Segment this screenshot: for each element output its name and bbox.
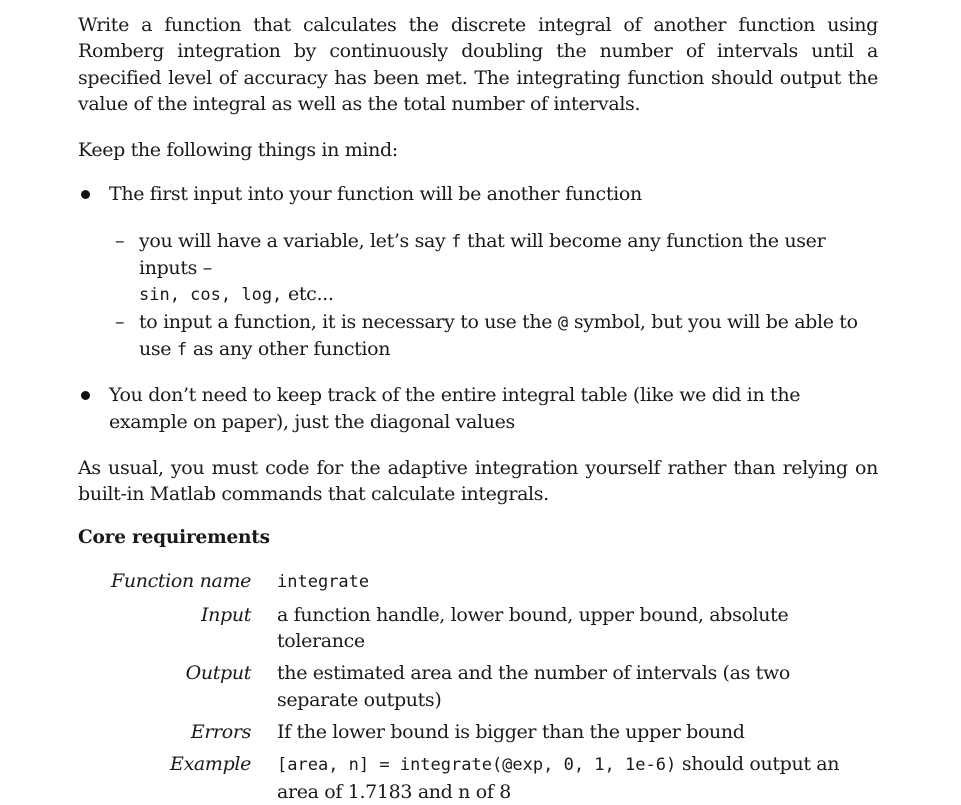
req-label: Errors (190, 720, 252, 743)
code-funcs: sin, cos, log, (139, 285, 283, 306)
req-row-input (111, 602, 867, 661)
bullet-item-diagonal (78, 382, 878, 435)
main-bullet-list (78, 181, 878, 434)
sub-item-text-pre: you will have a variable, let’s say (139, 229, 452, 252)
bullet-text: You don’t need to keep track of the entire integral table (like we did in the example on paper), just the diagonal values (109, 384, 801, 433)
req-function-name-value: integrate (277, 572, 370, 593)
usual-paragraph: As usual, you must code for the adaptive integration yourself rather than relying on built-in Matlab commands that calculate integrals. (78, 456, 878, 506)
sub-bullet-list (109, 228, 878, 363)
sub-item-text-post: that will become any function the user inputs – (139, 229, 826, 280)
bullet-icon (81, 190, 90, 199)
code-var-f: f (176, 339, 188, 360)
req-label: Output (185, 662, 252, 685)
sub-item-at-symbol (109, 309, 878, 364)
code-var-f: f (451, 231, 462, 252)
sub-item-text-mid: symbol, but you will be able to use (139, 310, 858, 360)
sub-item-etc: etc... (282, 283, 334, 306)
sub-item-variable (109, 228, 878, 309)
requirements-table (111, 568, 867, 804)
req-label: Function name (111, 570, 252, 593)
req-input-value: a function handle, lower bound, upper bound, absolute tolerance (277, 603, 789, 653)
req-label: Example (170, 753, 252, 776)
bullet-item-first-input (78, 181, 878, 363)
req-output-value: the estimated area and the number of intervals (as two separate outputs) (277, 662, 790, 711)
req-row-errors (111, 719, 867, 751)
dash-icon: – (115, 310, 125, 333)
req-example-code: [area, n] = integrate(@exp, 0, 1, 1e-6) (277, 755, 677, 776)
req-row-function-name (111, 568, 867, 601)
req-row-output (111, 660, 867, 719)
dash-icon: – (115, 229, 125, 252)
req-errors-value: If the lower bound is bigger than the upper bound (277, 720, 745, 743)
code-at-symbol: @ (557, 312, 569, 333)
keep-in-mind-paragraph: Keep the following things in mind: (78, 139, 398, 162)
intro-paragraph: Write a function that calculates the discrete integral of another function using Romberg integration by continuously doubling the number of intervals until a specified level of accuracy has been met. The integrating function should output the value of the integral as well as the total number of intervals. (78, 14, 878, 115)
req-row-example (111, 751, 867, 805)
sub-item-text-post: as any other function (187, 337, 391, 360)
sub-item-text-pre: to input a function, it is necessary to use the (139, 310, 558, 333)
core-requirements-heading: Core requirements (78, 527, 270, 549)
req-example-text: should output an area of 1.7183 and n of 8 (277, 753, 840, 803)
bullet-text: The first input into your function will be another function (109, 183, 642, 206)
bullet-icon (81, 391, 90, 400)
document-page (78, 12, 878, 805)
req-label: Input (200, 603, 252, 626)
